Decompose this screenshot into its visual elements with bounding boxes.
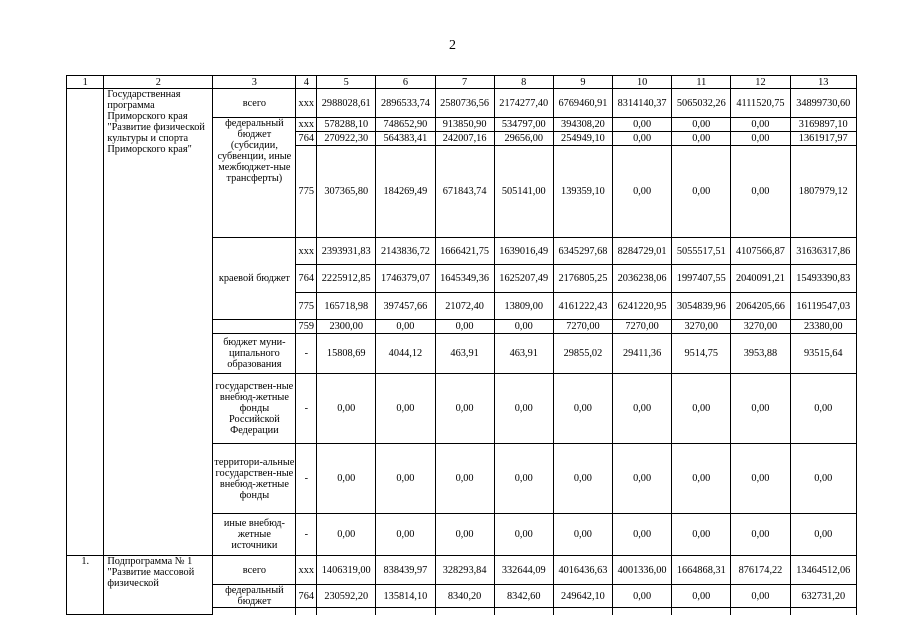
value-cell: 21072,40 <box>435 293 494 320</box>
empty-cell <box>553 608 612 615</box>
value-cell: 463,91 <box>494 334 553 374</box>
value-cell: 0,00 <box>731 374 790 444</box>
value-cell: 254949,10 <box>553 132 612 146</box>
value-cell: 0,00 <box>672 132 731 146</box>
value-cell: 0,00 <box>317 444 376 514</box>
code-cell: 759 <box>296 320 317 334</box>
empty-cell <box>613 608 672 615</box>
column-number-cell: 5 <box>317 76 376 89</box>
value-cell: 8284729,01 <box>613 238 672 265</box>
value-cell: 0,00 <box>672 374 731 444</box>
source-cell: всего <box>213 556 296 585</box>
value-cell: 93515,64 <box>790 334 856 374</box>
value-cell: 463,91 <box>435 334 494 374</box>
value-cell: 2176805,25 <box>553 265 612 293</box>
value-cell: 0,00 <box>435 514 494 556</box>
value-cell: 0,00 <box>790 444 856 514</box>
code-cell: - <box>296 374 317 444</box>
value-cell: 6345297,68 <box>553 238 612 265</box>
value-cell: 0,00 <box>613 118 672 132</box>
value-cell: 0,00 <box>790 514 856 556</box>
value-cell: 1625207,49 <box>494 265 553 293</box>
row-number-cell: 1. <box>67 556 104 615</box>
source-cell: федеральный бюджет (субсидии, субвенции, иные межбюджет-ные трансферты) <box>213 118 296 238</box>
code-cell: 775 <box>296 293 317 320</box>
value-cell: 31636317,86 <box>790 238 856 265</box>
value-cell: 1645349,36 <box>435 265 494 293</box>
column-number-cell: 11 <box>672 76 731 89</box>
value-cell: 8340,20 <box>435 585 494 608</box>
value-cell: 1666421,75 <box>435 238 494 265</box>
value-cell: 0,00 <box>672 146 731 238</box>
value-cell: 0,00 <box>731 118 790 132</box>
value-cell: 8314140,37 <box>613 89 672 118</box>
value-cell: 0,00 <box>613 132 672 146</box>
code-cell: 764 <box>296 132 317 146</box>
value-cell: 6241220,95 <box>613 293 672 320</box>
source-cell: государствен-ные внебюд-жетные фонды Российской Федерации <box>213 374 296 444</box>
column-number-cell: 12 <box>731 76 790 89</box>
source-cell: федеральный бюджет <box>213 585 296 608</box>
value-cell: 6769460,91 <box>553 89 612 118</box>
value-cell: 2143836,72 <box>376 238 435 265</box>
value-cell: 0,00 <box>435 320 494 334</box>
code-cell: 764 <box>296 265 317 293</box>
value-cell: 2300,00 <box>317 320 376 334</box>
value-cell: 0,00 <box>494 444 553 514</box>
column-number-cell: 13 <box>790 76 856 89</box>
value-cell: 4044,12 <box>376 334 435 374</box>
source-cell <box>213 320 296 334</box>
value-cell: 0,00 <box>613 146 672 238</box>
value-cell: 3054839,96 <box>672 293 731 320</box>
value-cell: 0,00 <box>317 514 376 556</box>
empty-cell <box>731 608 790 615</box>
empty-cell <box>790 608 856 615</box>
value-cell: 0,00 <box>672 118 731 132</box>
value-cell: 328293,84 <box>435 556 494 585</box>
code-cell: - <box>296 334 317 374</box>
value-cell: 0,00 <box>613 514 672 556</box>
value-cell: 0,00 <box>613 374 672 444</box>
value-cell: 632731,20 <box>790 585 856 608</box>
column-number-cell: 1 <box>67 76 104 89</box>
value-cell: 8342,60 <box>494 585 553 608</box>
value-cell: 2036238,06 <box>613 265 672 293</box>
value-cell: 394308,20 <box>553 118 612 132</box>
empty-cell <box>435 608 494 615</box>
column-number-row <box>67 76 857 89</box>
value-cell: 0,00 <box>731 444 790 514</box>
value-cell: 0,00 <box>613 585 672 608</box>
program-name-cell: Государственная программа Приморского края "Развитие физической культуры и спорта Приморского края" <box>104 89 213 556</box>
value-cell: 2174277,40 <box>494 89 553 118</box>
value-cell: 3270,00 <box>731 320 790 334</box>
value-cell: 1361917,97 <box>790 132 856 146</box>
column-number-cell: 9 <box>553 76 612 89</box>
value-cell: 2040091,21 <box>731 265 790 293</box>
value-cell: 2580736,56 <box>435 89 494 118</box>
value-cell: 5055517,51 <box>672 238 731 265</box>
value-cell: 4111520,75 <box>731 89 790 118</box>
value-cell: 270922,30 <box>317 132 376 146</box>
value-cell: 671843,74 <box>435 146 494 238</box>
source-cell: иные внебюд-жетные источники <box>213 514 296 556</box>
value-cell: 534797,00 <box>494 118 553 132</box>
value-cell: 1997407,55 <box>672 265 731 293</box>
value-cell: 0,00 <box>731 146 790 238</box>
empty-cell <box>213 608 296 615</box>
value-cell: 4001336,00 <box>613 556 672 585</box>
value-cell: 578288,10 <box>317 118 376 132</box>
value-cell: 29656,00 <box>494 132 553 146</box>
value-cell: 0,00 <box>494 374 553 444</box>
value-cell: 0,00 <box>376 444 435 514</box>
code-cell: xxx <box>296 118 317 132</box>
value-cell: 332644,09 <box>494 556 553 585</box>
subprogram-name-cell: Подпрограмма № 1 "Развитие массовой физической <box>104 556 213 615</box>
value-cell: 0,00 <box>553 514 612 556</box>
value-cell: 876174,22 <box>731 556 790 585</box>
row-number-cell <box>67 89 104 556</box>
value-cell: 1406319,00 <box>317 556 376 585</box>
value-cell: 0,00 <box>672 514 731 556</box>
value-cell: 13464512,06 <box>790 556 856 585</box>
value-cell: 0,00 <box>790 374 856 444</box>
value-cell: 505141,00 <box>494 146 553 238</box>
value-cell: 139359,10 <box>553 146 612 238</box>
value-cell: 0,00 <box>731 132 790 146</box>
value-cell: 307365,80 <box>317 146 376 238</box>
page-number: 2 <box>449 38 456 53</box>
value-cell: 1639016,49 <box>494 238 553 265</box>
table-row <box>67 89 857 118</box>
column-number-cell: 10 <box>613 76 672 89</box>
value-cell: 1664868,31 <box>672 556 731 585</box>
value-cell: 0,00 <box>494 514 553 556</box>
value-cell: 2225912,85 <box>317 265 376 293</box>
value-cell: 0,00 <box>435 444 494 514</box>
value-cell: 249642,10 <box>553 585 612 608</box>
source-cell: всего <box>213 89 296 118</box>
value-cell: 16119547,03 <box>790 293 856 320</box>
value-cell: 2988028,61 <box>317 89 376 118</box>
code-cell: xxx <box>296 238 317 265</box>
value-cell: 913850,90 <box>435 118 494 132</box>
code-cell: xxx <box>296 89 317 118</box>
value-cell: 9514,75 <box>672 334 731 374</box>
column-number-cell: 8 <box>494 76 553 89</box>
value-cell: 838439,97 <box>376 556 435 585</box>
value-cell: 2896533,74 <box>376 89 435 118</box>
value-cell: 0,00 <box>672 585 731 608</box>
value-cell: 15493390,83 <box>790 265 856 293</box>
value-cell: 0,00 <box>731 585 790 608</box>
value-cell: 7270,00 <box>553 320 612 334</box>
value-cell: 4161222,43 <box>553 293 612 320</box>
code-cell: xxx <box>296 556 317 585</box>
value-cell: 397457,66 <box>376 293 435 320</box>
value-cell: 29855,02 <box>553 334 612 374</box>
value-cell: 0,00 <box>553 444 612 514</box>
column-number-cell: 3 <box>213 76 296 89</box>
value-cell: 184269,49 <box>376 146 435 238</box>
value-cell: 13809,00 <box>494 293 553 320</box>
empty-cell <box>296 608 317 615</box>
value-cell: 564383,41 <box>376 132 435 146</box>
value-cell: 1807979,12 <box>790 146 856 238</box>
value-cell: 3270,00 <box>672 320 731 334</box>
value-cell: 242007,16 <box>435 132 494 146</box>
value-cell: 230592,20 <box>317 585 376 608</box>
column-number-cell: 4 <box>296 76 317 89</box>
value-cell: 3169897,10 <box>790 118 856 132</box>
empty-cell <box>376 608 435 615</box>
budget-table <box>66 75 857 615</box>
value-cell: 23380,00 <box>790 320 856 334</box>
value-cell: 0,00 <box>376 320 435 334</box>
code-cell: 764 <box>296 585 317 608</box>
value-cell: 34899730,60 <box>790 89 856 118</box>
code-cell: 775 <box>296 146 317 238</box>
value-cell: 1746379,07 <box>376 265 435 293</box>
value-cell: 5065032,26 <box>672 89 731 118</box>
value-cell: 0,00 <box>317 374 376 444</box>
empty-cell <box>672 608 731 615</box>
value-cell: 748652,90 <box>376 118 435 132</box>
value-cell: 0,00 <box>494 320 553 334</box>
value-cell: 2393931,83 <box>317 238 376 265</box>
value-cell: 0,00 <box>613 444 672 514</box>
value-cell: 0,00 <box>435 374 494 444</box>
empty-cell <box>494 608 553 615</box>
value-cell: 0,00 <box>376 514 435 556</box>
value-cell: 0,00 <box>376 374 435 444</box>
code-cell: - <box>296 514 317 556</box>
value-cell: 3953,88 <box>731 334 790 374</box>
value-cell: 2064205,66 <box>731 293 790 320</box>
value-cell: 4016436,63 <box>553 556 612 585</box>
value-cell: 165718,98 <box>317 293 376 320</box>
value-cell: 0,00 <box>672 444 731 514</box>
source-cell: краевой бюджет <box>213 238 296 320</box>
source-cell: бюджет муни-ципального образования <box>213 334 296 374</box>
value-cell: 0,00 <box>731 514 790 556</box>
column-number-cell: 6 <box>376 76 435 89</box>
value-cell: 29411,36 <box>613 334 672 374</box>
table-row <box>67 556 857 585</box>
column-number-cell: 7 <box>435 76 494 89</box>
value-cell: 7270,00 <box>613 320 672 334</box>
source-cell: территори-альные государствен-ные внебюд-жетные фонды <box>213 444 296 514</box>
value-cell: 15808,69 <box>317 334 376 374</box>
column-number-cell: 2 <box>104 76 213 89</box>
value-cell: 0,00 <box>553 374 612 444</box>
code-cell: - <box>296 444 317 514</box>
empty-cell <box>317 608 376 615</box>
value-cell: 4107566,87 <box>731 238 790 265</box>
value-cell: 135814,10 <box>376 585 435 608</box>
